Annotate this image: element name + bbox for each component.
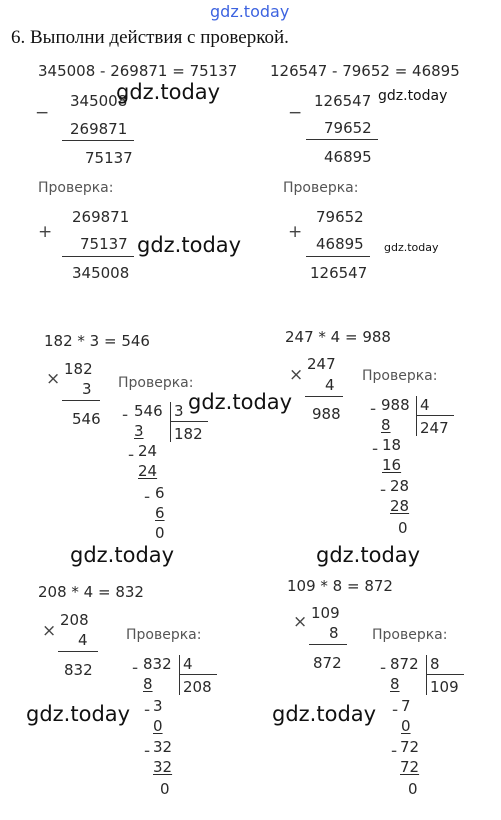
- division-step: 6: [155, 484, 165, 502]
- product: 988: [312, 405, 341, 423]
- factor-2: 3: [82, 380, 92, 398]
- divider-line: [305, 396, 343, 397]
- task-title: 6. Выполни действия с проверкой.: [11, 27, 289, 48]
- addend-1: 269871: [72, 208, 130, 226]
- division-step: 18: [382, 436, 402, 454]
- check-label: Проверка:: [283, 180, 359, 196]
- plus-sign: +: [288, 222, 303, 242]
- quotient: 208: [183, 678, 212, 696]
- product: 872: [313, 654, 342, 672]
- equation-4: 247 * 4 = 988: [285, 328, 391, 346]
- division-step: 72: [400, 738, 420, 756]
- division-step: 32: [153, 758, 173, 776]
- division-step: 3: [153, 697, 163, 715]
- division-step: 8: [390, 675, 400, 693]
- minus-sign: -: [144, 741, 151, 761]
- division-step: 6: [155, 504, 165, 522]
- dividend: 872: [390, 655, 419, 673]
- divider-line: [62, 140, 134, 141]
- minuend: 126547: [314, 92, 372, 110]
- division-step: 32: [153, 738, 173, 756]
- division-step: 0: [153, 717, 163, 735]
- division-step: 0: [160, 780, 170, 798]
- divider-line: [306, 139, 378, 140]
- sum: 126547: [310, 264, 368, 282]
- addend-2: 75137: [80, 235, 128, 253]
- site-logo[interactable]: gdz.today: [210, 2, 290, 21]
- divisor: 8: [430, 655, 440, 673]
- quotient: 182: [174, 425, 203, 443]
- factor-1: 109: [311, 604, 340, 622]
- quotient-line: [426, 674, 464, 675]
- divider-line: [58, 651, 98, 652]
- times-sign: ×: [289, 365, 304, 385]
- minus-sign: -: [370, 399, 377, 419]
- check-label: Проверка:: [118, 375, 194, 391]
- minus-sign: -: [128, 445, 135, 465]
- equation-5: 208 * 4 = 832: [38, 583, 144, 601]
- minus-sign: -: [392, 700, 399, 720]
- minus-sign: -: [380, 480, 387, 500]
- minus-sign: -: [144, 700, 151, 720]
- divisor: 4: [420, 396, 430, 414]
- watermark: gdz.today: [378, 88, 448, 104]
- watermark: gdz.today: [70, 543, 175, 567]
- divisor: 3: [174, 402, 184, 420]
- factor-2: 4: [325, 376, 335, 394]
- division-bar: [416, 396, 417, 436]
- product: 832: [64, 661, 93, 679]
- division-step: 0: [398, 519, 408, 537]
- addend-2: 46895: [316, 235, 364, 253]
- minus-sign: -: [132, 658, 139, 678]
- quotient: 109: [430, 678, 459, 696]
- division-step: 0: [408, 780, 418, 798]
- product: 546: [72, 410, 101, 428]
- dividend: 832: [143, 655, 172, 673]
- check-label: Проверка:: [126, 627, 202, 643]
- division-bar: [179, 655, 180, 695]
- division-step: 0: [155, 524, 165, 542]
- minuend: 345008: [70, 92, 128, 110]
- equation-1: 345008 - 269871 = 75137: [38, 62, 238, 80]
- watermark: gdz.today: [384, 241, 439, 254]
- times-sign: ×: [46, 369, 61, 389]
- watermark: gdz.today: [137, 233, 242, 257]
- division-step: 3: [134, 422, 144, 440]
- difference: 46895: [324, 148, 372, 166]
- division-step: 72: [400, 758, 420, 776]
- division-step: 24: [138, 442, 158, 460]
- divider-line: [62, 400, 100, 401]
- minus-sign: -: [391, 741, 398, 761]
- addend-1: 79652: [316, 208, 364, 226]
- division-bar: [426, 655, 427, 695]
- division-bar: [170, 402, 171, 442]
- factor-1: 182: [64, 360, 93, 378]
- minus-sign: −: [35, 103, 50, 123]
- division-step: 28: [390, 497, 410, 515]
- subtrahend: 79652: [324, 119, 372, 137]
- minus-sign: -: [144, 487, 151, 507]
- difference: 75137: [85, 149, 133, 167]
- division-step: 24: [138, 462, 158, 480]
- watermark: gdz.today: [116, 80, 221, 104]
- times-sign: ×: [293, 612, 308, 632]
- divider-line: [306, 256, 370, 257]
- dividend: 988: [381, 396, 410, 414]
- check-label: Проверка:: [372, 627, 448, 643]
- division-step: 16: [382, 456, 402, 474]
- dividend: 546: [134, 402, 163, 420]
- equation-6: 109 * 8 = 872: [287, 577, 393, 595]
- divider-line: [62, 256, 134, 257]
- factor-2: 8: [329, 624, 339, 642]
- equation-2: 126547 - 79652 = 46895: [270, 62, 460, 80]
- factor-1: 208: [60, 611, 89, 629]
- quotient: 247: [420, 419, 449, 437]
- watermark: gdz.today: [272, 702, 377, 726]
- plus-sign: +: [38, 222, 53, 242]
- factor-1: 247: [307, 355, 336, 373]
- divisor: 4: [183, 655, 193, 673]
- check-label: Проверка:: [362, 368, 438, 384]
- factor-2: 4: [78, 631, 88, 649]
- division-step: 28: [390, 477, 410, 495]
- division-step: 0: [401, 717, 411, 735]
- minus-sign: −: [288, 103, 303, 123]
- division-step: 8: [381, 416, 391, 434]
- times-sign: ×: [42, 621, 57, 641]
- watermark: gdz.today: [316, 543, 421, 567]
- sum: 345008: [72, 264, 130, 282]
- subtrahend: 269871: [70, 120, 128, 138]
- minus-sign: -: [122, 405, 129, 425]
- equation-3: 182 * 3 = 546: [44, 332, 150, 350]
- minus-sign: -: [380, 658, 387, 678]
- quotient-line: [416, 415, 454, 416]
- division-step: 8: [143, 675, 153, 693]
- watermark: gdz.today: [26, 702, 131, 726]
- check-label: Проверка:: [38, 180, 114, 196]
- minus-sign: -: [372, 439, 379, 459]
- watermark: gdz.today: [188, 390, 293, 414]
- divider-line: [309, 644, 347, 645]
- division-step: 7: [401, 697, 411, 715]
- quotient-line: [170, 421, 208, 422]
- quotient-line: [179, 674, 217, 675]
